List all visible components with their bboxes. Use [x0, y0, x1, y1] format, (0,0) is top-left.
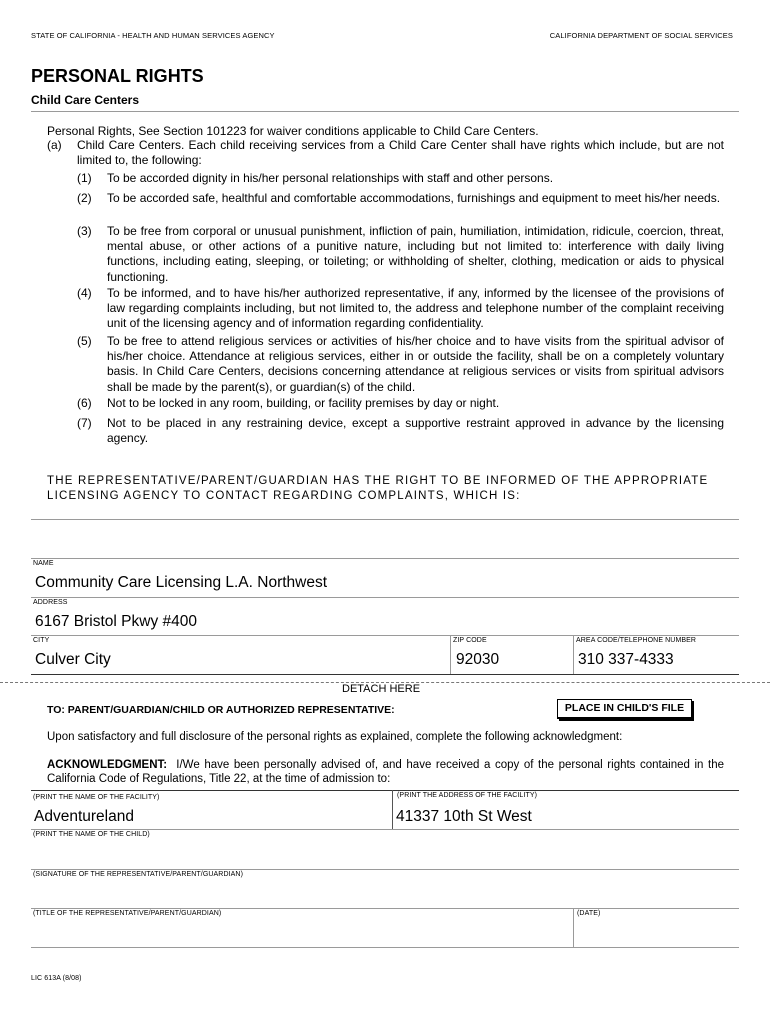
agency-zip-value[interactable]: 92030 — [456, 651, 500, 668]
instruction-text: Upon satisfactory and full disclosure of the personal rights as explained, complete the following acknowledgment: — [47, 731, 623, 743]
right-2-number: (2) — [77, 191, 92, 205]
intro-text: Personal Rights, See Section 101223 for waiver conditions applicable to Child Care Centers. — [47, 124, 539, 138]
signature-top-line — [31, 869, 739, 870]
acknowledgment-label: ACKNOWLEDGMENT: — [47, 759, 168, 771]
complaint-notice: THE REPRESENTATIVE/PARENT/GUARDIAN HAS THE RIGHT TO BE INFORMED OF THE APPROPRIATE LICENSING AGENCY TO CONTACT REGARDING COMPLAINTS, WHICH IS: — [47, 475, 709, 502]
section-a-text: Child Care Centers. Each child receiving services from a Child Care Center shall have rights which include, but are not limited to, the following: — [77, 138, 724, 168]
child-name-label: (PRINT THE NAME OF THE CHILD) — [33, 831, 150, 838]
right-6-number: (6) — [77, 396, 92, 410]
agency-bottom-line — [31, 674, 739, 675]
notice-divider — [31, 519, 739, 520]
agency-header-right: CALIFORNIA DEPARTMENT OF SOCIAL SERVICES — [549, 31, 733, 40]
agency-zip-label: ZIP CODE — [453, 637, 487, 644]
agency-city-value[interactable]: Culver City — [35, 651, 111, 668]
place-in-file-box: PLACE IN CHILD'S FILE — [557, 699, 692, 719]
ack-form-bottom-line — [31, 947, 739, 948]
facility-address-label: (PRINT THE ADDRESS OF THE FACILITY) — [397, 792, 538, 799]
ack-form-top-line — [31, 790, 739, 791]
agency-city-label: CITY — [33, 637, 50, 644]
right-7-number: (7) — [77, 416, 92, 430]
agency-header-left: STATE OF CALIFORNIA - HEALTH AND HUMAN SERVICES AGENCY — [31, 31, 275, 40]
date-label: (DATE) — [577, 910, 601, 917]
city-zip-divider — [450, 635, 451, 674]
child-name-top-line — [31, 829, 739, 830]
agency-phone-value[interactable]: 310 337-4333 — [578, 651, 674, 668]
city-top-line — [31, 635, 739, 636]
agency-address-label: ADDRESS — [33, 599, 68, 606]
acknowledgment-text: I/We have been personally advised of, and have received a copy of the personal rights contained in the California Code of Regulations, Title 22, at the time of admission to: — [47, 759, 725, 785]
right-3-number: (3) — [77, 224, 92, 238]
facility-address-value[interactable]: 41337 10th St West — [396, 808, 532, 825]
zip-phone-divider — [573, 635, 574, 674]
right-4-number: (4) — [77, 286, 92, 300]
right-3-text: To be free from corporal or unusual punishment, infliction of pain, humiliation, intimidation, ridicule, coercion, threat, mental abuse, or other actions of a punitive nature, including but not limited to: interference with daily living functions, including eating, sleeping, or toileting; or withholding of shelter, clothing, medication or aids to physical functioning. — [107, 224, 724, 284]
agency-name-label: NAME — [33, 560, 54, 567]
right-7-text: Not to be placed in any restraining device, except a supportive restraint approved in advance by the licensing agency. — [107, 416, 724, 446]
to-recipient-line: TO: PARENT/GUARDIAN/CHILD OR AUTHORIZED REPRESENTATIVE: — [47, 704, 395, 716]
facility-divider — [392, 790, 393, 830]
right-5-text: To be free to attend religious services or activities of his/her choice and to have visits from the spiritual advisor of his/her choice. Attendance at religious services, either in or outside the facility, shall be on a completely voluntary basis. In Child Care Centers, decisions concerning attendance at religious services or visits from spiritual advisors shall be made by the parent(s), or guardian(s) of the child. — [107, 334, 724, 394]
right-1-text: To be accorded dignity in his/her personal relationships with staff and other persons. — [107, 171, 554, 185]
address-top-line — [31, 597, 739, 598]
title-divider — [31, 111, 739, 112]
detach-label: DETACH HERE — [342, 683, 421, 695]
facility-name-label: (PRINT THE NAME OF THE FACILITY) — [33, 794, 160, 801]
name-top-line — [31, 558, 739, 559]
title-date-divider — [573, 908, 574, 947]
right-1-number: (1) — [77, 171, 92, 185]
agency-name-value[interactable]: Community Care Licensing L.A. Northwest — [35, 574, 328, 591]
signature-label: (SIGNATURE OF THE REPRESENTATIVE/PARENT/GUARDIAN) — [33, 871, 243, 878]
page-title: PERSONAL RIGHTS — [31, 66, 204, 86]
right-2-text: To be accorded safe, healthful and comfortable accommodations, furnishings and equipment to meet his/her needs. — [107, 191, 721, 205]
representative-title-label: (TITLE OF THE REPRESENTATIVE/PARENT/GUARDIAN) — [33, 910, 222, 917]
section-a-marker: (a) — [47, 138, 62, 152]
agency-phone-label: AREA CODE/TELEPHONE NUMBER — [576, 637, 697, 644]
facility-name-value[interactable]: Adventureland — [34, 808, 134, 825]
right-5-number: (5) — [77, 334, 92, 348]
page-subtitle: Child Care Centers — [31, 93, 140, 107]
right-6-text: Not to be locked in any room, building, or facility premises by day or night. — [107, 396, 500, 410]
right-4-text: To be informed, and to have his/her authorized representative, if any, informed by the licensee of the provisions of law regarding complaints including, but not limited to, the address and telephone number of the complaint receiving unit of the licensing agency and of information regarding confidentiality. — [107, 286, 724, 331]
form-number: LIC 613A (8/08) — [31, 975, 82, 982]
title-top-line — [31, 908, 739, 909]
agency-address-value[interactable]: 6167 Bristol Pkwy #400 — [35, 613, 197, 630]
acknowledgment-paragraph — [47, 759, 724, 786]
